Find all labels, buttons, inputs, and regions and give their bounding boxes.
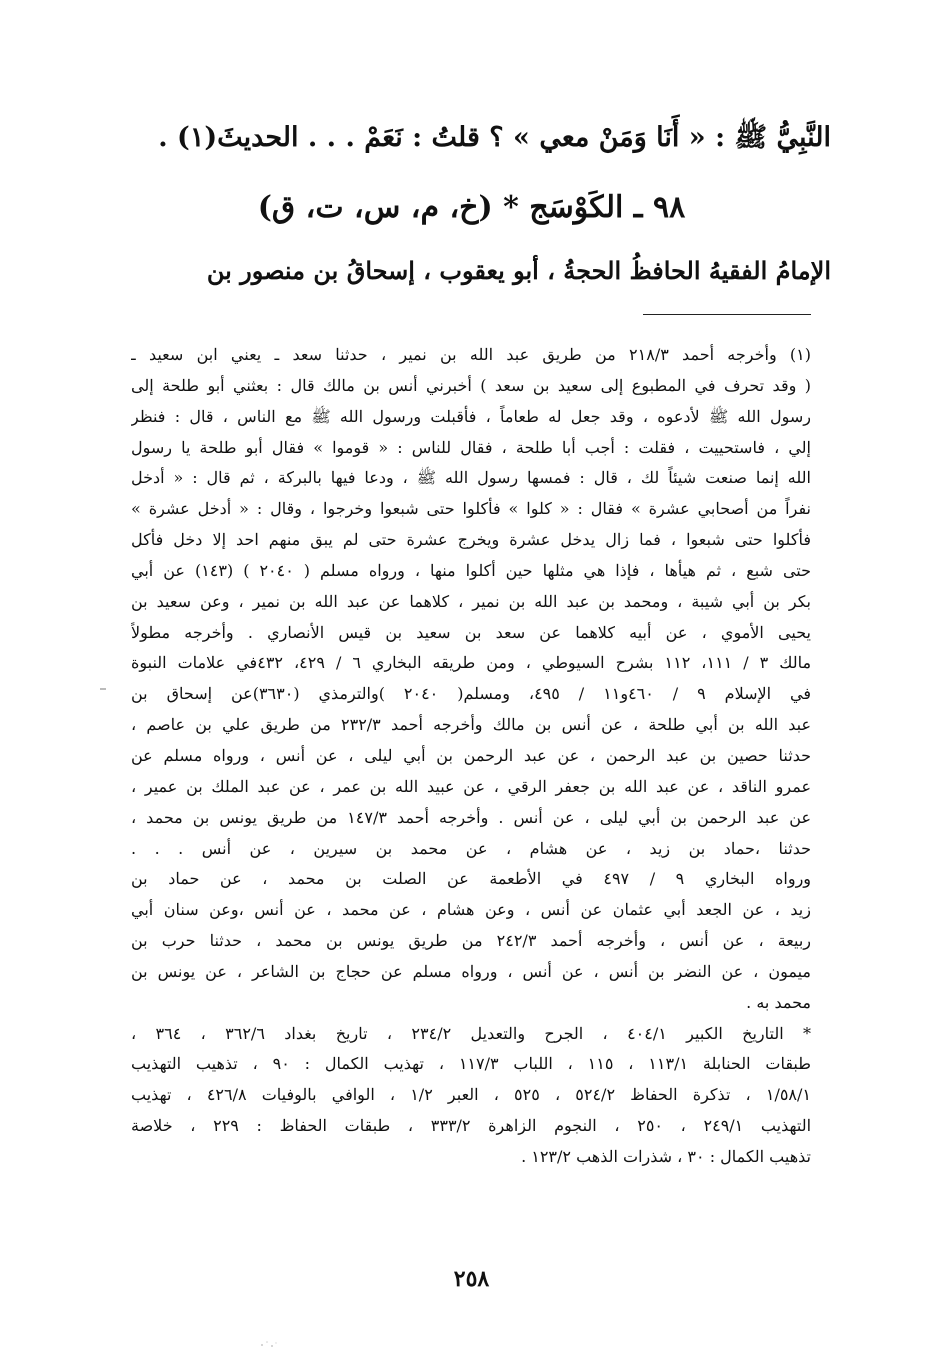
footnote-line: حتى شبع ، ثم هيأها ، فإذا هي مثلها حين أكلوا منها ، ورواه مسلم ( ٢٠٤٠ ) (١٤٣) عن أبي	[131, 560, 811, 580]
footnote-line: يحيى الأموي ، عن أبيه كلاهما عن سعد بن سعيد بن قيس الأنصاري . وأخرجه مطولاً	[131, 622, 811, 642]
sources-line: تذهيب الكمال : ٣٠ ، شذرات الذهب ١٢٣/٢ .	[521, 1146, 811, 1166]
footnote-line: في الإسلام ٩ / ٤٦٠و١١ / ٤٩٥، ومسلم( ٢٠٤٠ )والترمذي (٣٦٣٠)عن إسحاق بن	[131, 684, 811, 704]
footnote-line: عن عبد الرحمن بن أبي ليلى ، عن أنس . وأخرجه أحمد ١٤٧/٣ من طريق يونس بن محمد ،	[131, 807, 811, 827]
footnote-line: حدثنا ،حماد بن زيد ، عن هشام ، عن محمد بن سيرين ، عن أنس . . .	[131, 838, 811, 858]
footnote-separator	[643, 314, 811, 315]
footnote-line: ربيعة ، عن أنس ، وأخرجه أحمد ٢٤٢/٣ من طريق يونس بن محمد ، حدثنا حرب بن	[131, 931, 811, 951]
footnote-line: ميمون ، عن النضر بن أنس ، عن أنس ، ورواه مسلم عن حجاج بن الشاعر ، عن يونس بن	[131, 961, 811, 981]
sources-line: طبقات الحنابلة ١١٣/١ ، ١١٥ ، اللباب ١١٧/٣ ، تهذيب الكمال : ٩٠ ، تذهيب التهذيب	[131, 1054, 811, 1074]
footnote-line: نفراً من أصحابي عشرة » فقال : « كلوا » فأكلوا حتى شبعوا وخرجوا ، وقال : « أدخل عشرة »	[131, 499, 811, 519]
sources-line: * التاريخ الكبير ٤٠٤/١ ، الجرح والتعديل ٢٣٤/٢ ، تاريخ بغداد ٣٦٢/٦ ، ٣٦٤ ،	[131, 1023, 811, 1043]
sources-line: التهذيب ٢٤٩/١ ، ٢٥٠ ، النجوم الزاهرة ٣٣٣/٢ ، طبقات الحفاظ : ٢٢٩ ، خلاصة	[131, 1116, 811, 1136]
footnote-line: محمد به .	[746, 992, 811, 1012]
entry-first-line: الإمامُ الفقيهُ الحافظُ الحجةُ ، أبو يعقوب ، إسحاقُ بن منصور بن	[206, 256, 831, 285]
footnote-line: الله إنما صنعت شيئاً لك ، قال : فمسها رسول الله ﷺ ، ودعا فيها بالبركة ، ثم قال : « أدخل	[131, 468, 811, 488]
footnote-line: رسول الله ﷺ لأدعوه ، وقد جعل له طعاماً ، فأقبلت ورسول الله ﷺ مع الناس ، قال : فنظر	[131, 406, 811, 426]
entry-heading: ٩٨ ـ الكَوْسَج * (خ، م، س، ت، ق)	[257, 190, 686, 225]
scan-speck	[258, 1338, 280, 1350]
footnote-line: بكر بن أبي شيبة ، ومحمد بن عبد الله بن نمير ، كلاهما عن عبد الله بن نمير ، وعن سعيد بن	[131, 591, 811, 611]
page-number: ٢٥٨	[453, 1266, 490, 1292]
scan-mark	[100, 688, 106, 690]
continuation-text: النَّبِيُّ ﷺ : « أَنَا وَمَنْ معي » ؟ قلتُ : نَعَمْ . . . الحديثَ(١) .	[158, 122, 831, 153]
footnote-line: فأكلوا حتى شبعوا ، فما زال يدخل عشرة ويخرج عشرة حتى لم يبق منهم احد إلا دخل فأكل	[131, 530, 811, 550]
footnote-line: عبد الله بن أبي طلحة ، عن أنس بن مالك وأخرجه أحمد ٢٣٢/٣ من طريق علي بن عاصم ،	[131, 715, 811, 735]
sources-line: ١/٥٨/١ ، تذكرة الحفاظ ٥٢٤/٢ ، ٥٢٥ ، العبر ١/٢ ، الوافي بالوفيات ٤٢٦/٨ ، تهذيب	[131, 1085, 811, 1105]
footnote-line: زيد ، عن الجعد أبي عثمان عن أنس ، وعن هشام ، عن محمد ، عن أنس ،وعن سنان أبي	[131, 900, 811, 920]
footnote-line: ( وقد تحرف في المطبوع إلى سعيد بن سعد ) أخبرني أنس بن مالك قال : بعثني أبو طلحة إلى	[131, 375, 811, 395]
footnote-line: حدثنا حصين بن عبد الرحمن ، عن عبد الرحمن بن أبي ليلى ، عن أنس ، ورواه مسلم عن	[131, 745, 811, 765]
footnote-line: عمرو الناقد ، عن عبد الله بن جعفر الرقي ، عن عبيد الله بن عمر ، عن عبد الملك بن عمير ،	[131, 776, 811, 796]
footnote-line: (١) وأخرجه أحمد ٢١٨/٣ من طريق عبد الله بن نمير ، حدثنا سعد ـ يعني ابن سعيد ـ	[131, 345, 811, 364]
footnotes-block	[131, 340, 811, 1173]
footnote-line: إلي ، فاستحييت ، فقلت : أجب أبا طلحة ، فقال للناس : « قوموا » فقال أبو طلحة يا رسول	[131, 437, 811, 457]
footnote-line: ورواه البخاري ٩ / ٤٩٧ في الأطعمة عن الصلت بن محمد ، عن حماد بن	[131, 869, 811, 889]
footnote-line: مالك ٣ / ١١١، ١١٢ بشرح السيوطي ، ومن طريقه البخاري ٦ / ٤٢٩، ٤٣٢في علامات النبوة	[131, 653, 811, 673]
